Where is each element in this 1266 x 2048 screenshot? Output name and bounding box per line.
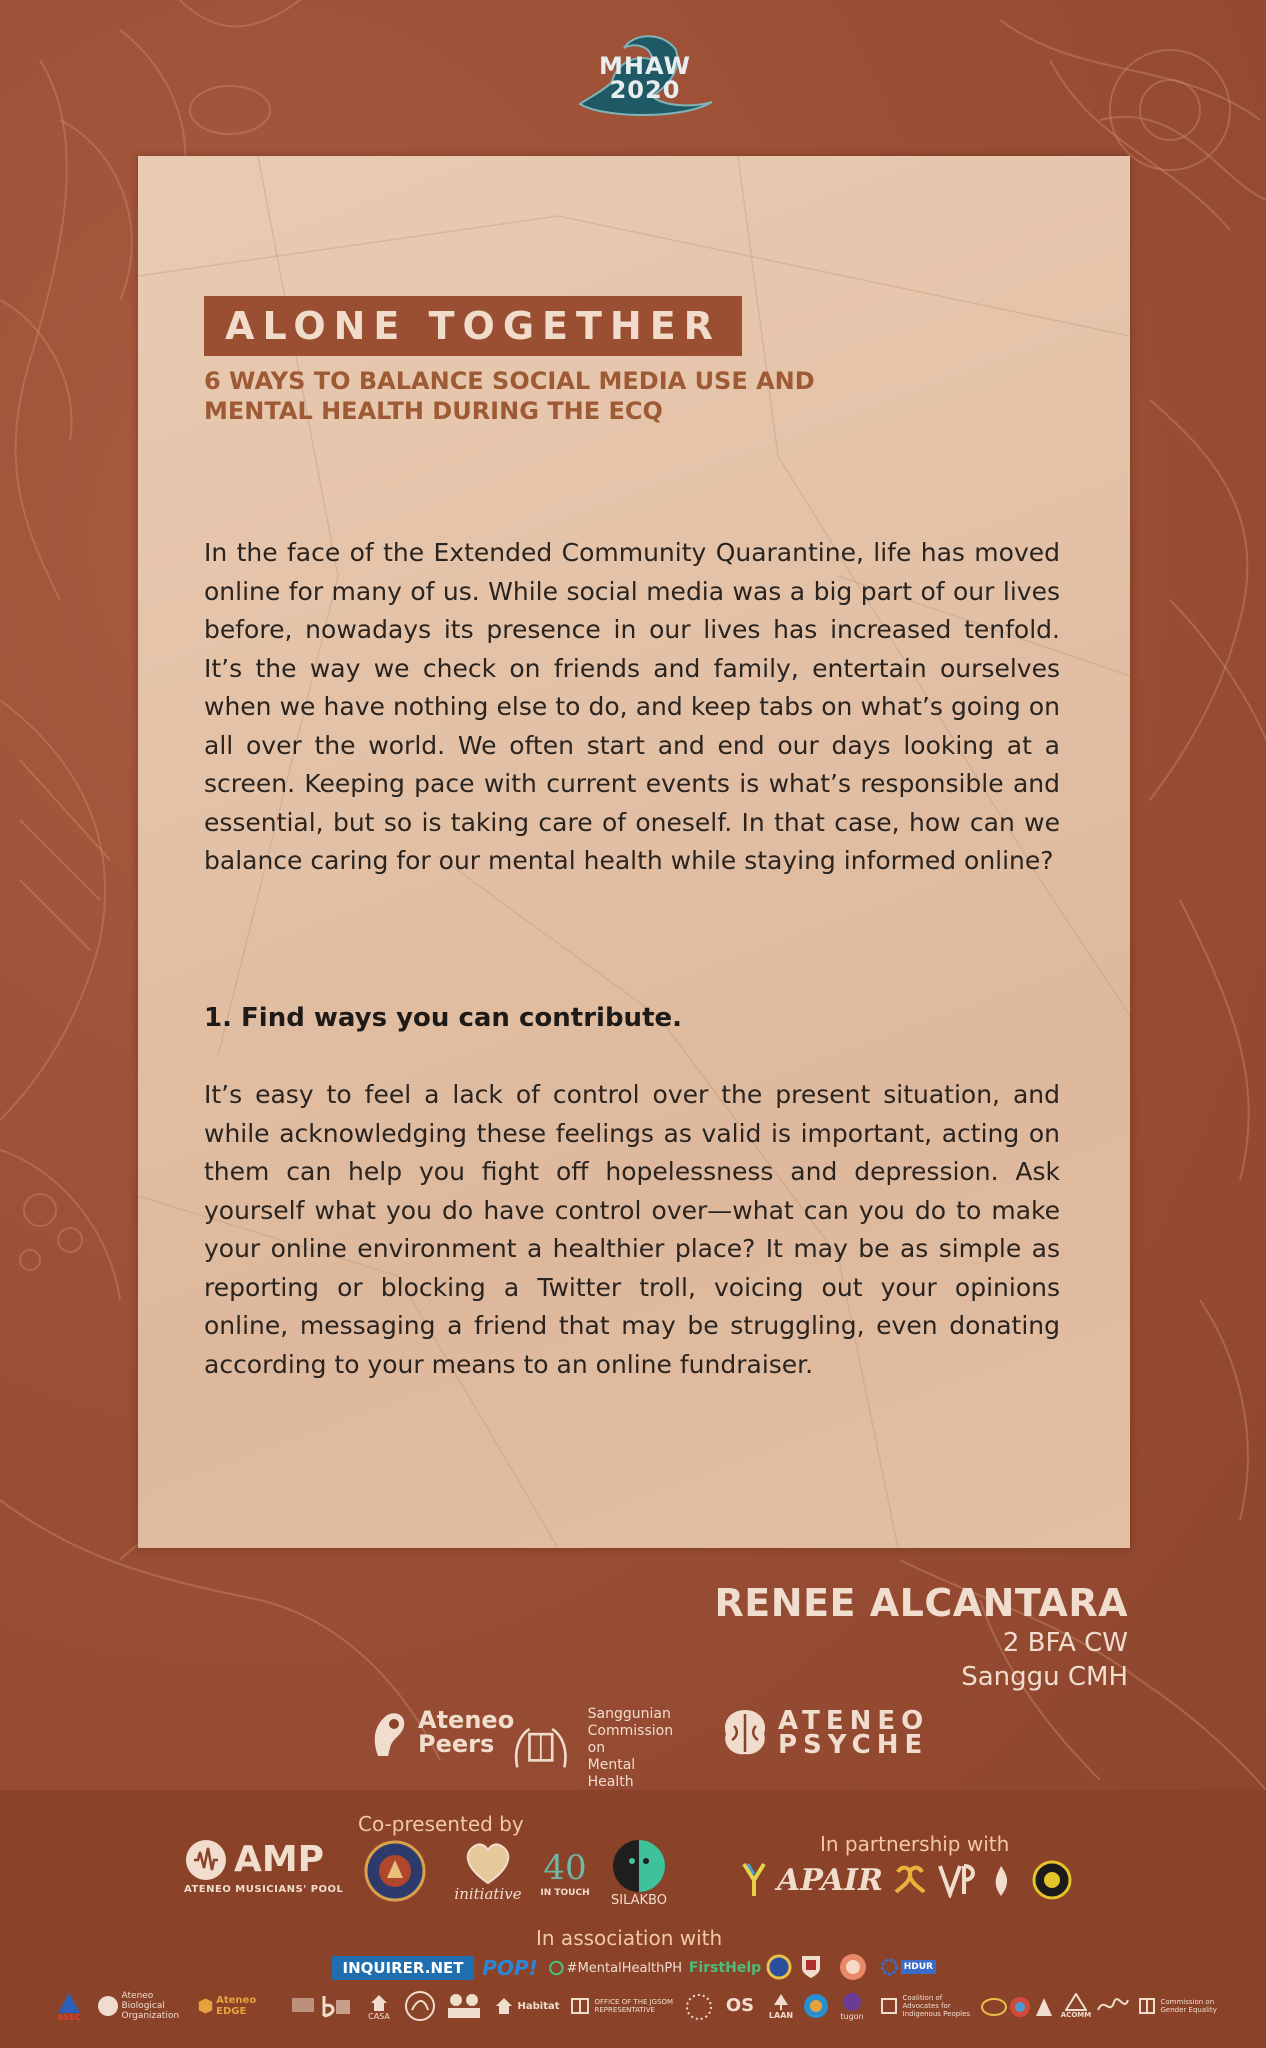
initiative-logo [446, 1834, 530, 1908]
silakbo-face-icon [612, 1839, 666, 1893]
mhaw-2020-logo [572, 26, 718, 122]
v-icon [938, 1862, 978, 1898]
section-1-heading: 1. Find ways you can contribute. [204, 1003, 683, 1033]
association-logo-b [290, 1992, 352, 2020]
habitat-logo [494, 1992, 560, 2020]
acip-logo [876, 1992, 976, 2020]
firsthelp-logo-text: FirstHelp [688, 1960, 762, 1976]
psyche-line-2: PSYCHE [778, 1730, 929, 1760]
casa-logo [362, 1990, 396, 2024]
inquirer-logo [332, 1956, 474, 1980]
ateneo-edge-logo [198, 1994, 278, 2018]
flame-icon [988, 1864, 1014, 1900]
author-course: 2 BFA CW [1002, 1628, 1128, 1658]
shield-icon [800, 1954, 822, 1980]
flower-icon [838, 1952, 868, 1982]
heart-icon [463, 1839, 513, 1885]
sanggunian-line-1: Sanggunian [587, 1706, 671, 1722]
cube-icon [198, 1996, 213, 2016]
copresented-label: Co-presented by [358, 1812, 524, 1836]
subtitle-line-1: 6 WAYS TO BALANCE SOCIAL MEDIA USE AND [204, 367, 815, 395]
partner-flame-logo [988, 1864, 1014, 1900]
association-seal-6 [684, 1992, 714, 2022]
association-label: In association with [536, 1926, 723, 1950]
asec-logo [56, 1990, 82, 2024]
firsthelp-logo [690, 1954, 760, 1982]
abo-circle-icon [97, 1995, 119, 2017]
sanggunian-line-2: Commission on [587, 1723, 674, 1756]
badge-icon [404, 1990, 436, 2022]
association-seal-3 [838, 1952, 868, 1982]
habitat-logo-text: Habitat [517, 2000, 560, 2012]
edge-logo-text: Ateneo EDGE [216, 1995, 257, 2017]
tugon-circle-icon [842, 1992, 862, 2012]
intro-paragraph: In the face of the Extended Community Quarantine, life has moved online for many of us. While social media was a big part of our lives before, nowadays its presence in our lives has increased tenfold. It’s the way we check on friends and family, entertain ourselves when we have nothing else to do, and keep tabs on what’s going on all over the world. We often start and end our days looking at a screen. Keeping pace with current events is what’s responsible and essential, but so is taking care of oneself. In that case, how can we balance caring for our mental health while staying informed online? [204, 538, 1060, 875]
ogsom-logo-text: OFFICE OF THE JGSOM REPRESENTATIVE [594, 1998, 674, 2014]
amp-logo [184, 1836, 354, 1896]
article-subtitle [204, 366, 904, 426]
laan-logo-text: LAAN [768, 2010, 794, 2020]
asec-logo-text: ASEC [57, 2012, 81, 2022]
pop-logo-text: POP! [482, 1956, 538, 1980]
apair-logo-text: APAIR [777, 1862, 883, 1898]
hdur-logo [880, 1954, 936, 1980]
silakbo-logo-text: SILAKBO [611, 1892, 667, 1908]
opensource-logo [722, 1988, 758, 2024]
ateneo-psyche-logo [718, 1706, 929, 1760]
figures-icon [442, 1990, 486, 2024]
casa-logo-text: CASA [368, 2011, 390, 2021]
apair-logo [778, 1860, 882, 1900]
amp-caption: ATENEO MUSICIANS' POOL [184, 1883, 344, 1895]
association-seal-2 [800, 1954, 822, 1980]
house-icon [370, 1994, 388, 2012]
house-icon [494, 1996, 514, 2016]
pop-logo [482, 1954, 538, 1982]
cge-logo [1134, 1992, 1234, 2020]
ogsom-logo [566, 1992, 676, 2020]
partner-heart-logo [892, 1862, 928, 1898]
sound-wave-icon [184, 1838, 228, 1882]
author-org: Sanggu CMH [961, 1662, 1128, 1692]
cge-logo-text: Commission on Gender Equality [1160, 1998, 1217, 2014]
a-triangle-icon [58, 1993, 80, 2013]
script-mark-icon [1096, 1992, 1130, 2020]
psyche-line-1: ATENEO [778, 1706, 930, 1736]
abo-logo [96, 1992, 186, 2020]
association-script-logo [1096, 1992, 1130, 2020]
association-seal-4 [404, 1990, 436, 2022]
acip-logo-text: Coalition of Advocates for Indigenous Peoples [902, 1994, 971, 2018]
association-seal-7 [802, 1992, 830, 2020]
a-triangle-icon [1065, 1993, 1087, 2011]
association-seal-5 [442, 1990, 486, 2024]
article-card [138, 156, 1130, 1548]
mhaw-logo-text: MHAW 2020 [599, 52, 691, 104]
sanggunian-line-3: Mental Health [587, 1757, 636, 1790]
ateneo-peers-logo [368, 1706, 514, 1758]
acomm-logo-text: ACOMM [1060, 2011, 1092, 2019]
association-logos-cluster [980, 1994, 1060, 2020]
in-touch-logo-text: IN TOUCH [540, 1888, 590, 1898]
sanggunian-seal-icon [568, 1995, 592, 2017]
association-seal-1 [766, 1954, 792, 1980]
dotted-circle-icon [684, 1992, 714, 2022]
mixed-marks-icon [980, 1994, 1060, 2020]
partner-v-logo [938, 1862, 978, 1898]
linked-hearts-icon [892, 1862, 928, 1898]
author-name: RENEE ALCANTARA [714, 1581, 1128, 1625]
seal-icon [766, 1954, 792, 1980]
partner-crest-logo [1032, 1860, 1072, 1900]
article-title: ALONE TOGETHER [225, 304, 721, 348]
subtitle-line-2: MENTAL HEALTH DURING THE ECQ [204, 397, 663, 425]
brain-icon [718, 1706, 772, 1760]
article-title-box [204, 296, 742, 356]
section-1-paragraph: It’s easy to feel a lack of control over the present situation, and while acknowledging these feelings as valid is important, acting on them can help you fight off hopelessness and depression. Ask yourself what you do have control over—what can you do to make your online environment a healthier place? It may be as simple as reporting or blocking a Twitter troll, voicing out your opinions online, messaging a friend that may be struggling, even donating according to your means to an online fundraiser. [204, 1080, 1060, 1379]
sanggunian-seal-icon [878, 1995, 900, 2017]
hdur-logo-text: HDUR [901, 1960, 936, 1974]
peers-hand-icon [368, 1706, 412, 1758]
initiative-logo-text: initiative [454, 1885, 522, 1903]
copresenter-seal-logo [364, 1840, 426, 1902]
opensource-logo-text: OS [725, 1995, 755, 2016]
inquirer-logo-text: INQUIRER.NET [342, 1959, 464, 1977]
tugon-logo-text: tugon [840, 2011, 864, 2021]
sanggunian-seal-icon [1136, 1995, 1158, 2017]
tree-icon [772, 1993, 790, 2011]
gear-icon [880, 1955, 899, 1979]
swirl-icon [802, 1992, 830, 2020]
forty-mark: 40 [543, 1848, 587, 1888]
tugon-logo [836, 1988, 868, 2024]
crest-icon [1032, 1860, 1072, 1900]
abo-logo-text: Ateneo Biological Organization [121, 1991, 180, 2021]
partnership-label: In partnership with [820, 1832, 1010, 1856]
peers-line-1: Ateneo [418, 1706, 515, 1734]
b-mark-icon [290, 1992, 352, 2020]
laan-logo [766, 1988, 796, 2024]
sanggunian-cmh-logo [512, 1706, 681, 1791]
amp-logo-text: AMP [234, 1838, 325, 1880]
y-icon [740, 1862, 768, 1898]
in-touch-logo [540, 1838, 590, 1908]
peers-line-2: Peers [418, 1730, 495, 1758]
mentalhealthph-logo-text: #MentalHealthPH [566, 1960, 682, 1976]
sanggunian-seal-icon [512, 1720, 570, 1778]
seal-icon [364, 1840, 426, 1902]
silakbo-logo [604, 1836, 674, 1910]
mentalhealthph-logo [548, 1954, 682, 1982]
partner-y-logo [740, 1862, 768, 1898]
acomm-logo [1056, 1988, 1096, 2024]
author-block [715, 1580, 1128, 1694]
circle-arrow-icon [548, 1956, 565, 1980]
